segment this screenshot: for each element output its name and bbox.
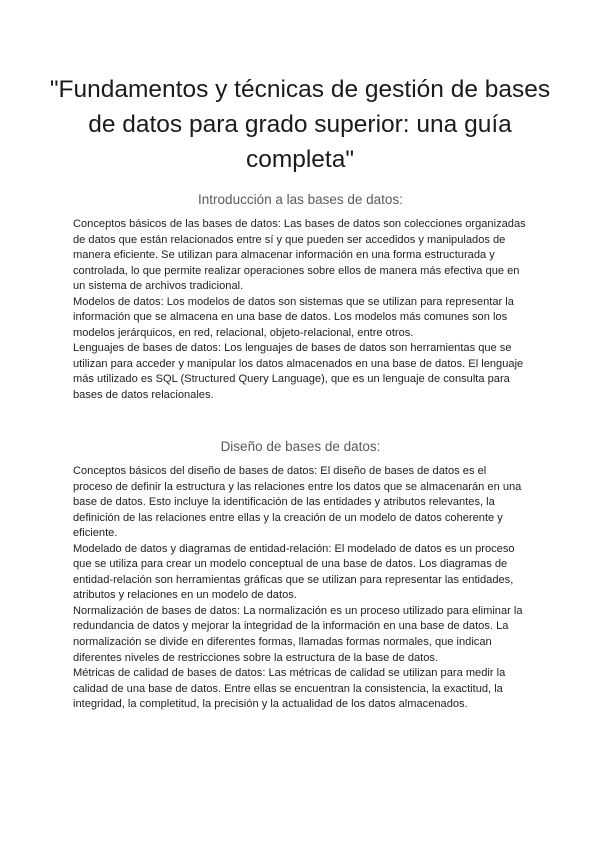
paragraph-modelado-de-datos: Modelado de datos y diagramas de entidad-relación: El modelado de datos es un proceso que se utiliza para crear un modelo conceptual de una base de datos. Los diagramas de entidad-relación son herramientas gráficas que se utilizan para representar las entidades, atributos y relaciones en un modelo de datos.: [73, 542, 515, 602]
document-title: "Fundamentos y técnicas de gestión de bases de datos para grado superior: una guía completa": [49, 76, 551, 173]
paragraph-conceptos-basicos: Conceptos básicos de las bases de datos: Las bases de datos son colecciones organizadas de datos que están relacionados entre sí y que pueden ser accedidos y manipulados de manera eficiente. Se utilizan para almacenar información en una forma estructurada y controlada, lo que permite realizar operaciones sobre ellos de manera más efectiva que en un sistema de archivos tradicional.: [73, 218, 526, 293]
paragraph-metricas-calidad: Métricas de calidad de bases de datos: Las métricas de calidad se utilizan para medir la calidad de una base de datos. Entre ellas se encuentran la consistencia, la exactitud, la integridad, la completitud, la precisión y la actualidad de los datos almacenados.: [73, 667, 506, 711]
paragraph-normalizacion: Normalización de bases de datos: La normalización es un proceso utilizado para eliminar la redundancia de datos y mejorar la integridad de la información en una base de datos. La normalización se divide en diferentes formas, llamadas formas normales, que indican diferentes niveles de restricciones sobre la estructura de la base de datos.: [73, 604, 523, 664]
section-diseno: [73, 438, 528, 713]
paragraph-lenguajes: Lenguajes de bases de datos: Los lenguajes de bases de datos son herramientas que se utilizan para acceder y manipular los datos almacenados en una base de datos. El lenguaje más utilizado es SQL (Structured Query Language), que es un lenguaje de consulta para bases de datos relacionales.: [73, 342, 524, 402]
section-introduccion: [73, 191, 528, 404]
section-heading: Introducción a las bases de datos:: [198, 192, 403, 207]
paragraph-conceptos-diseno: Conceptos básicos del diseño de bases de datos: El diseño de bases de datos es el proceso de definir la estructura y las relaciones entre los datos que se almacenarán en una base de datos. Esto incluye la identificación de las entidades y atributos relevantes, la definición de las relaciones entre ellas y la creación de un modelo de datos coherente y eficiente.: [73, 465, 522, 540]
paragraph-modelos-de-datos: Modelos de datos: Los modelos de datos son sistemas que se utilizan para representar la información que se almacena en una base de datos. Los modelos más comunes son los modelos jerárquicos, en red, relacional, objeto-relacional, entre otros.: [73, 295, 514, 339]
section-heading: Diseño de bases de datos:: [220, 439, 381, 454]
